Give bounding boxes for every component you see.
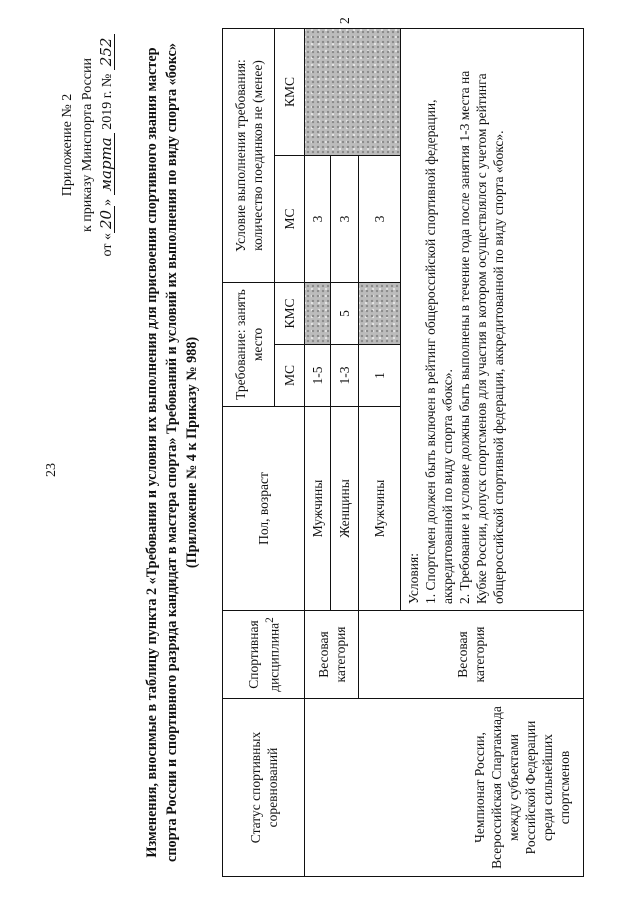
conditions-title: Условия: (406, 553, 421, 604)
appendix-date-line (98, 25, 118, 265)
bouts-ms-cell: 3 (359, 156, 401, 283)
header-place-kms: КМС (275, 283, 305, 345)
header-bouts-ms: МС (275, 156, 305, 283)
discipline-cell: Весовая категория (305, 611, 359, 699)
place-ms-cell: 1 (359, 345, 401, 407)
header-discipline-label: Спортивная дисциплина (245, 620, 282, 692)
condition-item-1: 1. Спортсмен должен быть включен в рейтинг общероссийской спортивной федерации, аккредитованной по виду спорта «бокс». (423, 99, 455, 604)
place-kms-cell-shaded (305, 283, 331, 345)
page-number: 23 (44, 463, 59, 477)
bouts-ms-cell: 3 (331, 156, 359, 283)
bouts-kms-cell-shaded (305, 29, 401, 156)
header-requirement: Требование: занять место (223, 283, 275, 407)
header-discipline-footnote: 2 (263, 617, 276, 623)
date-day-handwritten: 20 (98, 206, 115, 233)
condition-item-2: 2. Требование и условие должны быть выполнены в течение года после занятия 1-3 места на Кубке России, допуск спортсменов для участия в котором осуществлялся с учетом рейтинга общероссийской спортивной федерации, аккредитованной по виду спорта «бокс». (457, 70, 506, 604)
date-mid: » (100, 198, 115, 206)
sex-cell: Мужчины (359, 407, 401, 611)
place-ms-cell: 1-5 (305, 345, 331, 407)
discipline-cell: Весовая категория (359, 611, 584, 699)
header-place-ms: МС (275, 345, 305, 407)
table-row (305, 29, 331, 877)
status-cell: Чемпионат России, Всероссийская Спартакиада между субъектами Российской Федерации среди сильнейших спортсменов (305, 699, 584, 877)
sex-cell: Мужчины (305, 407, 331, 611)
header-discipline (223, 611, 305, 699)
date-year: 2019 г. № (100, 73, 115, 130)
requirements-table (222, 17, 584, 877)
header-status: Статус спортивных соревнований (223, 699, 305, 877)
date-prefix: от « (100, 233, 115, 257)
appendix-order-ref: к приказу Минспорта России (80, 58, 95, 232)
bouts-ms-cell: 3 (305, 156, 331, 283)
place-ms-cell: 1-3 (331, 345, 359, 407)
header-condition: Условие выполнения требования: количество поединков не (менее) (223, 29, 275, 283)
conditions-cell (401, 29, 584, 611)
table-header-row (223, 29, 275, 877)
order-number-handwritten: 252 (98, 34, 115, 71)
sex-cell: Женщины (331, 407, 359, 611)
appendix-title: Приложение № 2 (60, 93, 75, 197)
document-title: Изменения, вносимые в таблицу пункта 2 «Требования и условия их выполнения для присвоения спортивного звания мастер спорта России и спортивного разряда кандидат в мастера спорта» Требований и условий их выполнения по виду спорта «бокс» (Приложение № 4 к Приказу № 988) (144, 43, 200, 862)
place-kms-cell: 5 (331, 283, 359, 345)
header-bouts-kms: КМС (275, 29, 305, 156)
place-kms-cell-shaded (359, 283, 401, 345)
header-sex-age: Пол, возраст (223, 407, 305, 611)
date-month-handwritten: марта (98, 133, 115, 195)
table-row: Женщины 1-3 5 3 2 (331, 29, 359, 877)
appendix-header (58, 25, 118, 265)
